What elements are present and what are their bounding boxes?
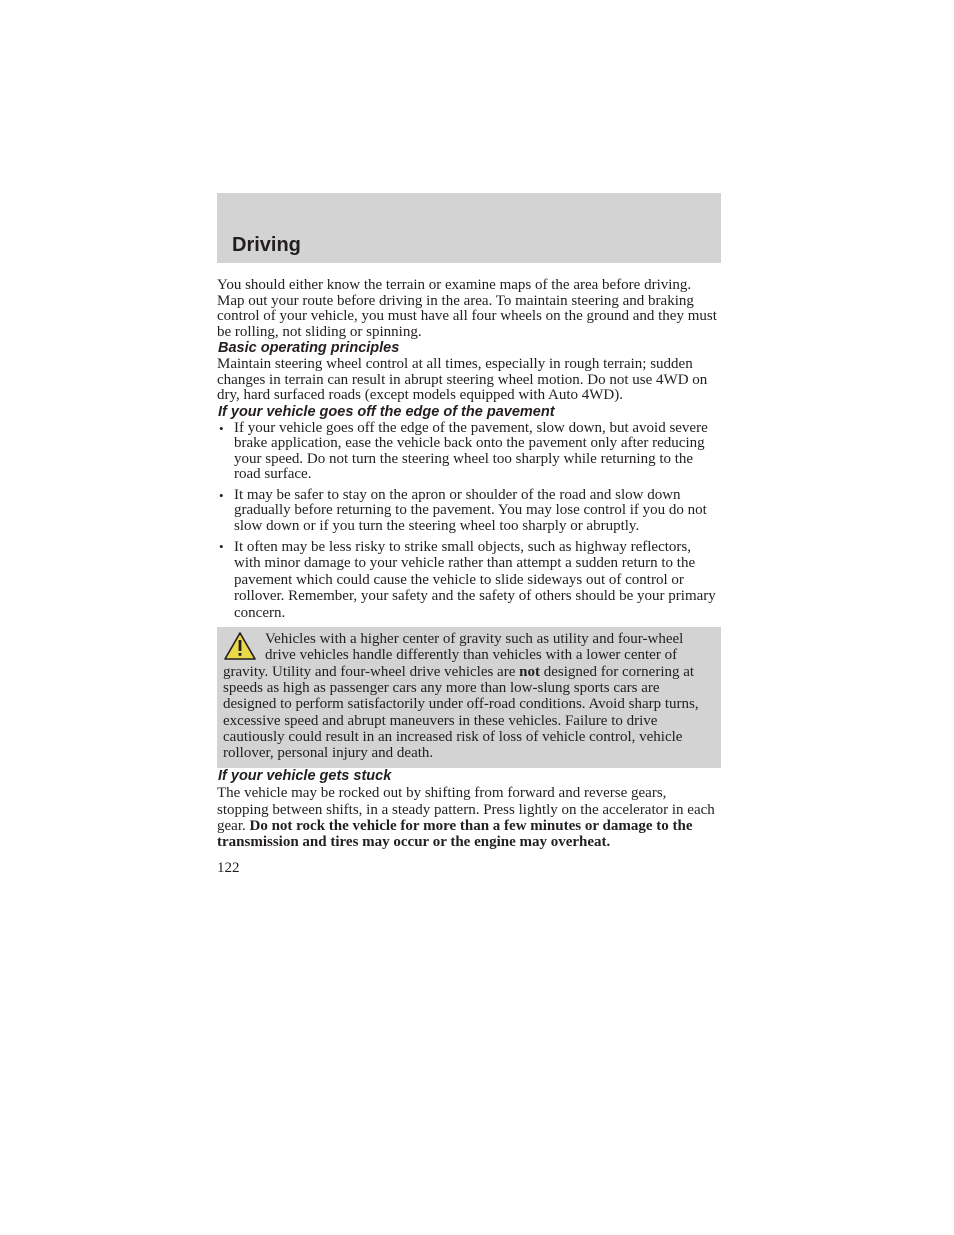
vehicle-stuck-heading: If your vehicle gets stuck (218, 768, 392, 785)
list-item (217, 539, 721, 621)
list-item (217, 488, 721, 535)
section-title: Driving (232, 234, 301, 256)
warning-triangle-icon (223, 631, 257, 661)
vehicle-stuck-warning: Do not rock the vehicle for more than a few minutes or damage to the transmission and tires may occur or the engine may overheat. (217, 818, 693, 851)
list-item-text: It often may be less risky to strike small objects, such as highway reflectors, with minor damage to your vehicle rather than attempt a sudden return to the pavement which could cause the vehicle to slide sideways out of control or rollover. Remember, your safety and the safety of others should be your primary concern. (234, 539, 716, 621)
warning-text: Vehicles with a higher center of gravity such as utility and four-wheel drive vehicles handle differently than vehicles with a lower center of gravity. Utility and four-wheel drive vehicles are (223, 631, 684, 680)
warning-emphasis: not (519, 663, 540, 680)
page-content (217, 278, 721, 876)
intro-paragraph: You should either know the terrain or examine maps of the area before driving. Map out your route before driving in the area. To maintain steering and braking control of your vehicle, you must have all four wheels on the ground and they must be rolling, not sliding or spinning. (217, 277, 717, 340)
pavement-edge-list (217, 421, 721, 622)
bullet-icon: • (219, 420, 224, 436)
warning-box (217, 627, 721, 768)
bullet-icon: • (219, 539, 224, 554)
vehicle-stuck-text: The vehicle may be rocked out by shifting from forward and reverse gears, stopping between shifts, in a steady pattern. Press lightly on the accelerator in each gear. (217, 785, 715, 834)
list-item-text: It may be safer to stay on the apron or shoulder of the road and slow down gradually before returning to the pavement. You may lose control if you do not slow down or if you turn the steering wheel too sharply or abruptly. (234, 486, 707, 534)
list-item-text: If your vehicle goes off the edge of the pavement, slow down, but avoid severe brake application, ease the vehicle back onto the pavement only after reducing your speed. Do not turn the steering wheel too sharply while returning to the road surface. (234, 419, 708, 482)
warning-text-continued: designed for cornering at speeds as high as passenger cars any more than low-slung sports cars are designed to perform satisfactorily under off-road conditions. Avoid sharp turns, excessive speed and abrupt maneuvers in these vehicles. Failure to drive cautiously could result in an increased risk of loss of vehicle control, vehicle rollover, personal injury and death. (223, 663, 699, 762)
pavement-edge-heading: If your vehicle goes off the edge of the pavement (218, 403, 555, 420)
vehicle-stuck-paragraph (217, 785, 721, 850)
list-item (217, 421, 721, 483)
bullet-icon: • (219, 487, 224, 503)
section-header-band (217, 193, 721, 263)
basic-principles-paragraph: Maintain steering wheel control at all times, especially in rough terrain; sudden changes in terrain can result in abrupt steering wheel motion. Do not use 4WD on dry, hard surfaced roads (except models equipped with Auto 4WD). (217, 356, 708, 403)
basic-principles-heading: Basic operating principles (218, 340, 400, 356)
page-number: 122 (217, 859, 240, 876)
